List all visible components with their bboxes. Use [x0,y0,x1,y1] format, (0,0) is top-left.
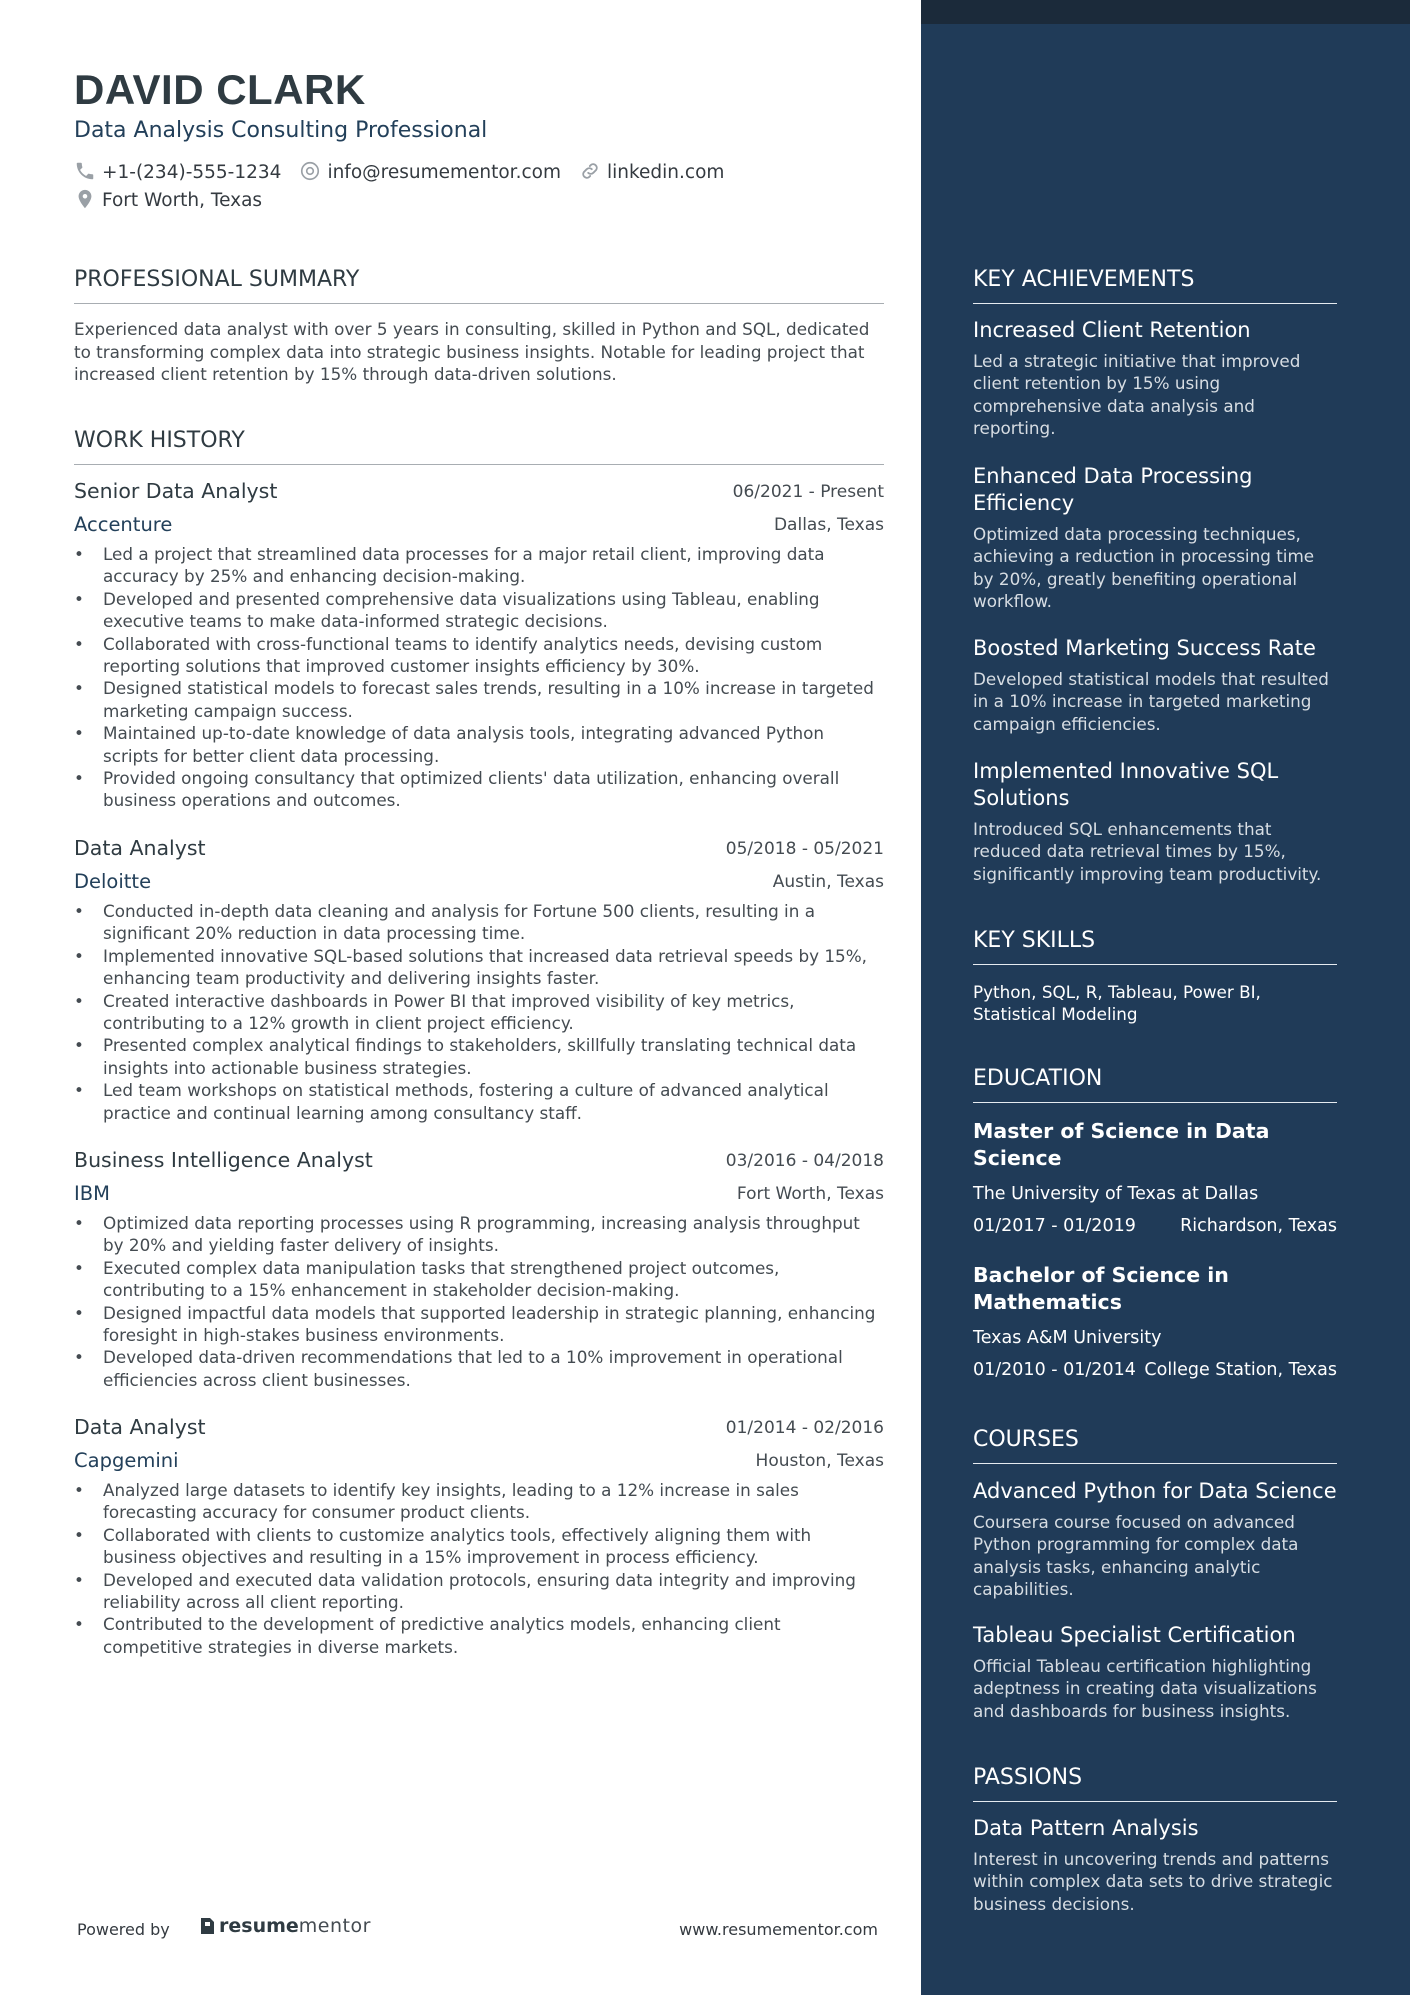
logo-text-bold: resume [219,1915,299,1937]
education-dates: 01/2010 - 01/2014 [973,1360,1136,1380]
job-title: Senior Data Analyst [74,479,278,503]
job-company: IBM [74,1182,110,1205]
location-row [74,188,262,212]
job-company: Accenture [74,513,173,536]
education-dates: 01/2017 - 01/2019 [973,1216,1136,1236]
phone-text: +1-(234)-555-1234 [102,161,282,183]
job-bullet: • Executed complex data manipulation tasks that strengthened project outcomes, contributing to a 15% enhancement in stakeholder decision-making. [74,1257,884,1302]
job-dates: 03/2016 - 04/2018 [725,1151,884,1171]
job-bullet: • Led a project that streamlined data processes for a major retail client, improving data accuracy by 25% and enhancing decision-making. [74,543,884,588]
job-bullet: • Contributed to the development of predictive analytics models, enhancing client competitive strategies in diverse markets. [74,1613,884,1658]
passion-title: Data Pattern Analysis [973,1816,1199,1840]
achievement-desc: Led a strategic initiative that improved client retention by 15% using comprehensive data analysis and reporting. [973,351,1301,439]
work-section-title: WORK HISTORY [74,428,884,465]
job-location: Austin, Texas [772,872,884,892]
location-text: Fort Worth, Texas [102,189,263,211]
job-bullet: • Presented complex analytical findings to stakeholders, skillfully translating technical data insights into actionable business strategies. [74,1034,884,1079]
footer-url[interactable]: www.resumementor.com [679,1920,878,1939]
job-company: Deloitte [74,870,152,893]
logo-text-light: mentor [298,1915,371,1937]
achievement-desc: Optimized data processing techniques, achieving a reduction in processing time by 20%, greatly benefiting operational workflow. [973,524,1315,612]
job-bullet: • Designed impactful data models that supported leadership in strategic planning, enhancing foresight in high-stakes business environments. [74,1302,884,1347]
passions-section-title: PASSIONS [973,1765,1337,1802]
job-location: Dallas, Texas [773,515,884,535]
education-location: College Station, Texas [1144,1360,1337,1380]
job-bullets [74,1212,884,1391]
course-desc: Official Tableau certification highlighting adeptness in creating data visualizations and dashboards for business insights. [973,1656,1317,1721]
skills-section-title: KEY SKILLS [973,928,1337,965]
education-section-title: EDUCATION [973,1066,1337,1103]
summary-text: Experienced data analyst with over 5 years in consulting, skilled in Python and SQL, dedicated to transforming complex data into strategic business insights. Notable for leading project that increased client retention by 15% through data-driven solutions. [74,319,870,384]
sidebar-top-bar [921,0,1410,24]
achievement-desc: Introduced SQL enhancements that reduced data retrieval times by 15%, significantly improving team productivity. [973,819,1322,884]
job-bullet: • Provided ongoing consultancy that optimized clients' data utilization, enhancing overall business operations and outcomes. [74,767,884,812]
job-bullet: • Collaborated with cross-functional teams to identify analytics needs, devising custom reporting solutions that improved customer insights efficiency by 30%. [74,633,884,678]
job-bullet: • Developed data-driven recommendations that led to a 10% improvement in operational efficiencies across client businesses. [74,1346,884,1391]
job-title: Data Analyst [74,836,206,860]
achievement-title: Boosted Marketing Success Rate [973,636,1316,660]
phone-icon [74,160,98,184]
achievement-item [973,317,1337,440]
course-item [973,1478,1337,1601]
job-entry [74,479,884,812]
job-bullets [74,543,884,812]
education-school: Texas A&M University [973,1328,1162,1348]
job-bullet: • Collaborated with clients to customize analytics tools, effectively aligning them with business objectives and resulting in a 15% improvement in process efficiency. [74,1524,884,1569]
email-link[interactable]: info@resumementor.com [327,161,561,183]
resumementor-logo[interactable] [198,1915,371,1937]
logo-mark-icon [198,1916,216,1936]
achievement-desc: Developed statistical models that resulted in a 10% increase in targeted marketing campaign efficiencies. [973,669,1329,734]
achievement-item [973,635,1337,735]
passion-desc: Interest in uncovering trends and patterns within complex data sets to drive strategic business decisions. [973,1849,1333,1914]
job-bullet: • Created interactive dashboards in Power BI that improved visibility of key metrics, contributing to a 12% growth in client project efficiency. [74,990,884,1035]
achievement-title: Implemented Innovative SQL Solutions [973,759,1279,810]
job-bullet: • Developed and executed data validation protocols, ensuring data integrity and improving reliability across all client reporting. [74,1569,884,1614]
powered-by-label: Powered by [77,1920,170,1939]
job-bullet: • Implemented innovative SQL-based solutions that increased data retrieval speeds by 15%, enhancing team productivity and delivering insights faster. [74,945,884,990]
candidate-role: Data Analysis Consulting Professional [74,118,488,143]
job-location: Houston, Texas [755,1451,884,1471]
sidebar [921,0,1410,1995]
location-pin-icon [74,188,98,212]
skills-list: Python, SQL, R, Tableau, Power BI, Statistical Modeling [973,982,1261,1025]
job-dates: 06/2021 - Present [732,482,884,502]
job-bullets [74,1479,884,1658]
course-title: Advanced Python for Data Science [973,1479,1337,1503]
at-icon [299,160,323,184]
job-entry [74,1415,884,1658]
job-title: Data Analyst [74,1415,206,1439]
achievements-section-title: KEY ACHIEVEMENTS [973,267,1337,304]
education-degree: Bachelor of Science in Mathematics [973,1263,1229,1314]
job-bullet: • Analyzed large datasets to identify key insights, leading to a 12% increase in sales forecasting accuracy for consumer product clients. [74,1479,884,1524]
candidate-name: DAVID CLARK [74,66,366,113]
achievement-item [973,463,1337,613]
job-bullets [74,900,884,1124]
course-desc: Coursera course focused on advanced Python programming for complex data analysis tasks, enhancing analytic capabilities. [973,1512,1299,1600]
job-bullet: • Designed statistical models to forecast sales trends, resulting in a 10% increase in targeted marketing campaign success. [74,677,884,722]
education-school: The University of Texas at Dallas [973,1184,1259,1204]
courses-section-title: COURSES [973,1427,1337,1464]
achievement-title: Increased Client Retention [973,318,1251,342]
job-title: Business Intelligence Analyst [74,1148,373,1172]
passion-item [973,1815,1337,1915]
link-icon [579,160,603,184]
education-degree: Master of Science in Data Science [973,1119,1270,1170]
linkedin-link[interactable]: linkedin.com [606,161,725,183]
achievement-title: Enhanced Data Processing Efficiency [973,464,1253,515]
achievement-item [973,758,1337,885]
education-item [973,1118,1337,1240]
course-title: Tableau Specialist Certification [973,1623,1296,1647]
job-bullet: • Conducted in-depth data cleaning and analysis for Fortune 500 clients, resulting in a significant 20% reduction in data processing time. [74,900,884,945]
job-bullet: • Developed and presented comprehensive data visualizations using Tableau, enabling executive teams to make data-informed strategic decisions. [74,588,884,633]
job-bullet: • Maintained up-to-date knowledge of data analysis tools, integrating advanced Python scripts for better client data processing. [74,722,884,767]
summary-section-title: PROFESSIONAL SUMMARY [74,267,884,304]
job-entry [74,1148,884,1391]
job-company: Capgemini [74,1449,179,1472]
education-location: Richardson, Texas [1180,1216,1337,1236]
job-entry [74,836,884,1124]
job-location: Fort Worth, Texas [736,1184,884,1204]
contact-row [74,160,724,184]
job-bullet: • Optimized data reporting processes using R programming, increasing analysis throughput by 20% and yielding faster delivery of insights. [74,1212,884,1257]
course-item [973,1622,1337,1722]
job-bullet: • Led team workshops on statistical methods, fostering a culture of advanced analytical practice and continual learning among consultancy staff. [74,1079,884,1124]
job-dates: 05/2018 - 05/2021 [725,839,884,859]
education-item [973,1262,1337,1384]
job-dates: 01/2014 - 02/2016 [725,1418,884,1438]
